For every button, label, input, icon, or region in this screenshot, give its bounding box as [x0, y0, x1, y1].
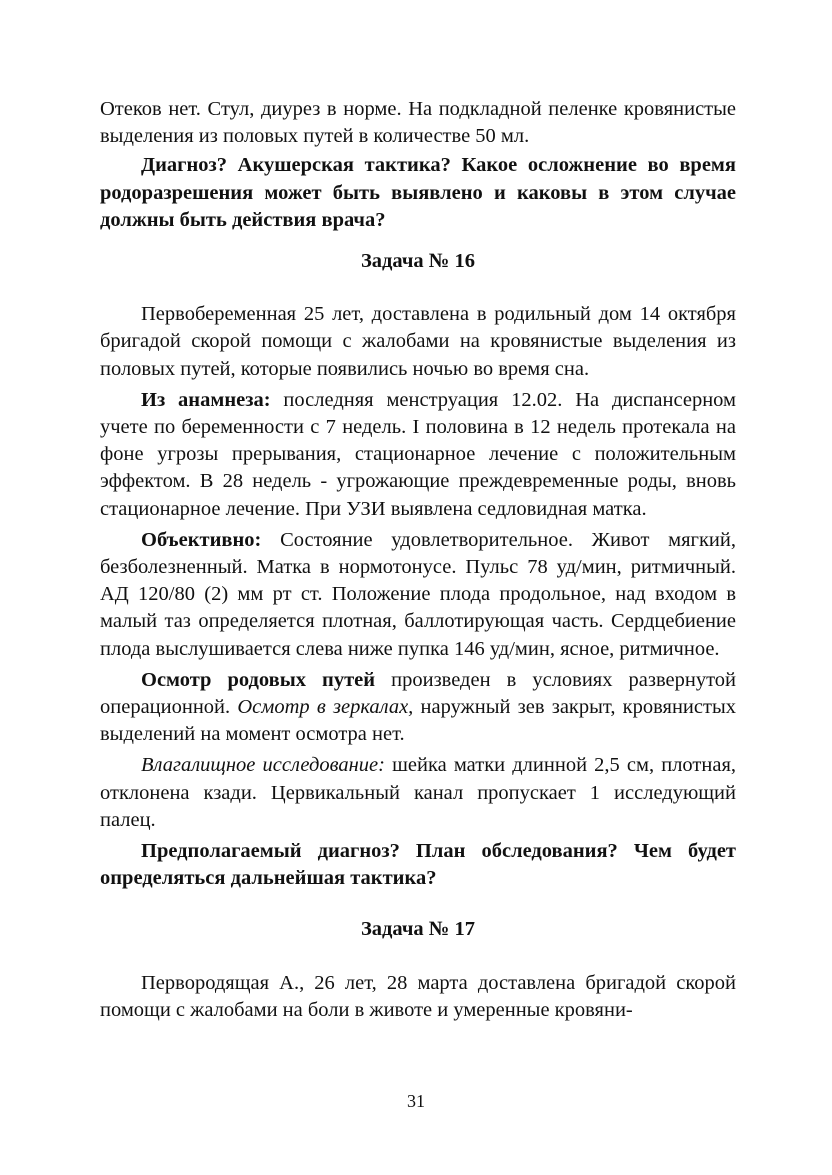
- exam-text-1: произведен в условиях развернутой операционной.: [100, 668, 737, 719]
- vaginal-text: шейка матки длинной 2,5 см, плотная, отклонена кзади. Цервикальный канал пропускает 1 исследующий палец.: [100, 754, 736, 831]
- page-number: 31: [407, 1091, 425, 1111]
- exam-text-2: наружный зев закрыт, кровянистых выделений на момент осмотра нет.: [100, 696, 736, 746]
- task-16-objective: [100, 527, 736, 663]
- objective-label: Объективно:: [141, 528, 262, 551]
- task-17-intro: Первородящая А., 26 лет, 28 марта доставлена бригадой скорой помощи с жалобами на боли в животе и умеренные кровяни-: [100, 971, 736, 1021]
- intro-questions: Диагноз? Акушерская тактика? Какое осложнение во время родоразрешения может быть выявлено и каковы в этом случае должны быть действия врача?: [100, 154, 736, 231]
- anamnesis-text: последняя менструация 12.02. На диспансерном учете по беременности с 7 недель. I половина в 12 недель протекала на фоне угрозы прерывания, стационарное лечение с положительным эффектом. В 28 недель - угрожающие преждевременные роды, вновь стационарное лечение. При УЗИ выявлена седловидная матка.: [100, 388, 737, 520]
- task-17-title: Задача № 17: [360, 918, 476, 941]
- intro-paragraph: Отеков нет. Стул, диурез в норме. На подкладной пеленке кровянистые выделения из половых путей в количестве 50 мл.: [100, 98, 736, 148]
- exam-label: Осмотр родовых путей: [141, 668, 376, 691]
- anamnesis-label: Из анамнеза:: [141, 388, 271, 411]
- objective-text: Состояние удовлетворительное. Живот мягкий, безболезненный. Матка в нормотонусе. Пульс 78 уд/мин, ритмичный. АД 120/80 (2) мм рт ст. Положение плода продольное, над входом в малый таз определяется плотная, баллотирующая часть. Сердцебиение плода выслушивается слева ниже пупка 146 уд/мин, ясное, ритмичное.: [100, 528, 736, 660]
- task-16-anamnesis: [100, 387, 736, 523]
- task-16-exam: [100, 667, 736, 749]
- document-page: [100, 96, 736, 1024]
- exam-mirror-label: Осмотр в зеркалах,: [237, 696, 414, 719]
- task-16-vaginal: [100, 752, 736, 834]
- vaginal-label: Влагалищное исследование:: [141, 754, 385, 777]
- task-16-title: Задача № 16: [360, 250, 476, 273]
- task-16-questions: Предполагаемый диагноз? План обследования? Чем будет определяться дальнейшая тактика?: [100, 840, 736, 890]
- task-16-intro: Первобеременная 25 лет, доставлена в родильный дом 14 октября бригадой скорой помощи с жалобами на кровянистые выделения из половых путей, которые появились ночью во время сна.: [100, 303, 736, 380]
